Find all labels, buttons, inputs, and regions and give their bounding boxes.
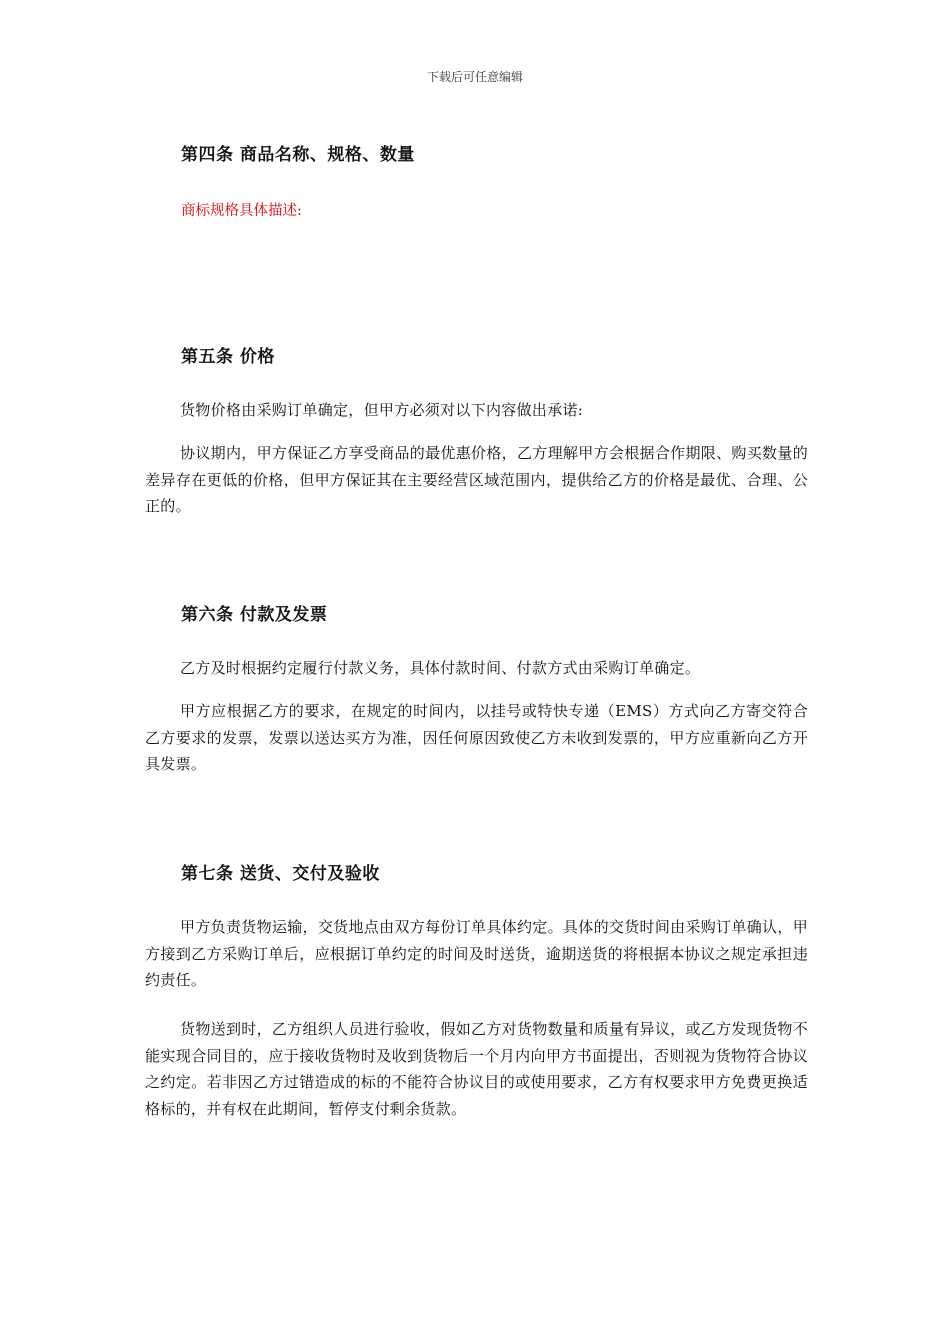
section-4-title: 第四条 商品名称、规格、数量 — [181, 145, 415, 165]
section-7-paragraph-1: 甲方负责货物运输，交货地点由双方每份订单具体约定。具体的交货时间由采购订单确认，甲方接到乙方采购订单后，应根据订单约定的时间及时送货，逾期送货的将根据本协议之规定承担违约责任。 — [145, 918, 808, 989]
section-5-paragraph-2: 协议期内，甲方保证乙方享受商品的最优惠价格，乙方理解甲方会根据合作期限、购买数量的差异存在更低的价格，但甲方保证其在主要经营区域范围内，提供给乙方的价格是最优、合理、公正的。 — [145, 444, 808, 515]
section-7-title: 第七条 送货、交付及验收 — [181, 864, 380, 884]
page-header: 下载后可任意编辑 — [426, 70, 523, 84]
section-4-note: 商标规格具体描述: — [181, 203, 302, 219]
section-6-title: 第六条 付款及发票 — [181, 605, 328, 625]
section-5-paragraph-1: 货物价格由采购订单确定，但甲方必须对以下内容做出承诺: — [180, 401, 584, 419]
section-7-paragraph-2: 货物送到时，乙方组织人员进行验收，假如乙方对货物数量和质量有异议，或乙方发现货物不能实现合同目的，应于接收货物时及收到货物后一个月内向甲方书面提出，否则视为货物符合协议之约定。若非因乙方过错造成的标的不能符合协议目的或使用要求，乙方有权要求甲方免费更换适格标的，并有权在此期间，暂停支付剩余货款。 — [145, 1020, 808, 1118]
section-5-title: 第五条 价格 — [181, 347, 275, 367]
section-6-paragraph-2: 甲方应根据乙方的要求，在规定的时间内，以挂号或特快专递（EMS）方式向乙方寄交符合乙方要求的发票，发票以送达买方为准，因任何原因致使乙方未收到发票的，甲方应重新向乙方开具发票。 — [145, 702, 808, 773]
section-6-paragraph-1: 乙方及时根据约定履行付款义务，具体付款时间、付款方式由采购订单确定。 — [180, 659, 701, 677]
